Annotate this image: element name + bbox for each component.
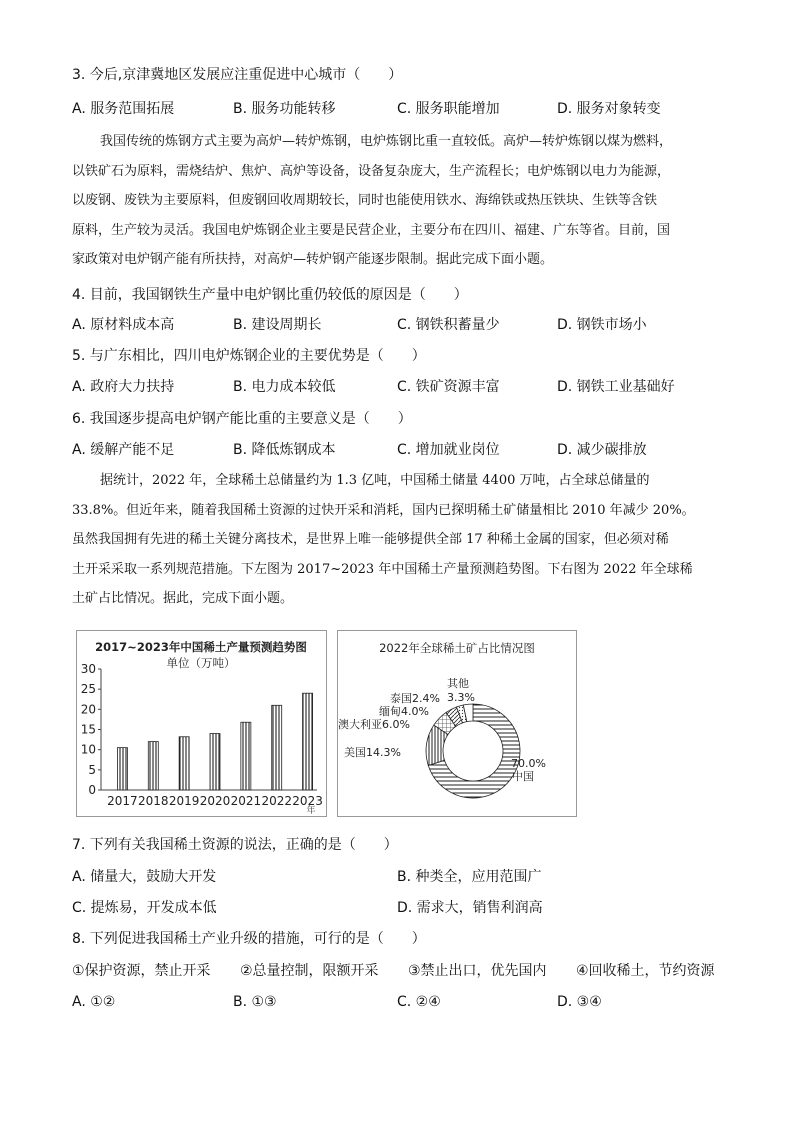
q5-option-d: D. 钢铁工业基础好 [557,379,675,395]
q7-option-a: A. 储量大，鼓励大开发 [72,869,217,885]
q8-item-4: ④回收稀土，节约资源 [576,963,715,979]
bar-chart-bar [210,734,220,790]
bar-chart-xlabel: 年 [306,806,316,816]
q4-option-c: C. 钢铁积蓄量少 [397,317,500,333]
bar-chart-bar [303,693,313,790]
bar-chart-x-tick-label: 2021 [230,794,262,808]
q3-option-b: B. 服务功能转移 [233,101,336,117]
pie-label-other: 3.3% [447,691,475,704]
passage-steel-line: 原料，生产较为灵活。我国电炉炼钢企业主要是民营企业，主要分布在四川、福建、广东等省。目前，国 [72,222,671,238]
bar-chart-figure [76,630,327,817]
bar-chart-y-tick-label: 30 [80,662,96,676]
q5-option-c: C. 铁矿资源丰富 [397,379,500,395]
donut-chart-figure [337,630,577,817]
donut-chart-slices [426,704,520,798]
q5-stem: 5. 与广东相比，四川电炉炼钢企业的主要优势是（ ） [72,348,426,364]
passage-rare-earth-line: 据统计，2022 年，全球稀土总储量约为 1.3 亿吨，中国稀土储量 4400 万吨，占全球总储量的 [100,473,650,488]
q4-option-a: A. 原材料成本高 [72,317,175,333]
bar-chart-y-tick-label: 20 [80,702,96,717]
passage-rare-earth-line: 土矿占比情况。据此，完成下面小题。 [72,591,294,606]
bar-chart-title: 2017~2023年中国稀土产量预测趋势图 [95,640,307,654]
bar-chart-x-tick-label: 2020 [199,794,231,808]
q8-option-c: C. ②④ [397,994,441,1010]
q8-stem: 8. 下列促进我国稀土产业升级的措施，可行的是（ ） [72,931,426,947]
passage-rare-earth-line: 虽然我国拥有先进的稀土关键分离技术，是世界上唯一能够提供全部 17 种稀土金属的国家，但必须对稀 [72,532,669,547]
q5-option-a: A. 政府大力扶持 [72,379,175,395]
q7-option-c: C. 提炼易，开发成本低 [72,900,217,916]
q4-stem: 4. 目前，我国钢铁生产量中电炉钢比重仍较低的原因是（ ） [72,287,468,303]
bar-chart-x-tick-label: 2018 [138,794,169,808]
q3-option-d: D. 服务对象转变 [557,101,661,117]
q8-option-a: A. ①② [72,994,116,1010]
pie-label-other-name: 其他 [447,677,469,690]
pie-label-china-name: 中国 [512,770,534,783]
bar-chart-y-tick-label: 10 [80,742,96,757]
bar-chart-x-tick-label: 2022 [261,794,292,808]
passage-steel [72,127,724,275]
q6-option-c: C. 增加就业岗位 [397,442,500,458]
passage-steel-line: 以铁矿石为原料，需烧结炉、焦炉、高炉等设备，设备复杂庞大，生产流程长；电炉炼钢以电力为能源， [72,163,671,179]
bar-chart-bar [148,742,158,790]
q8-option-b: B. ①③ [233,994,277,1010]
bar-chart-subtitle: 单位（万吨） [166,656,236,670]
bar-chart-bar [241,722,251,790]
passage-rare-earth [72,466,724,614]
q3-stem: 3. 今后,京津冀地区发展应注重促进中心城市（ ） [72,67,403,83]
bar-chart-y-tick-label: 0 [88,783,96,797]
bar-chart-bar [117,748,127,790]
bar-chart-y-tick-label: 5 [88,762,96,777]
q3-option-a: A. 服务范围拓展 [72,101,175,117]
pie-label-usa: 美国14.3% [344,746,401,759]
q6-stem: 6. 我国逐步提高电炉钢产能比重的主要意义是（ ） [72,411,412,427]
q4-option-b: B. 建设周期长 [233,317,322,333]
bar-chart-bar [179,737,189,790]
q8-item-3: ③禁止出口，优先国内 [408,963,547,979]
bar-chart-bars [117,693,312,790]
pie-label-china-pct: 70.0% [511,757,546,770]
q4-option-d: D. 钢铁市场小 [557,317,647,333]
q3-option-c: C. 服务职能增加 [397,101,500,117]
q8-item-2: ②总量控制，限额开采 [240,963,379,979]
q7-stem: 7. 下列有关我国稀土资源的说法，正确的是（ ） [72,837,398,853]
passage-steel-line: 家政策对电炉钢产能有所扶持，对高炉—转炉钢产能逐步限制。据此完成下面小题。 [72,252,554,267]
q6-option-d: D. 减少碳排放 [557,442,647,458]
pie-label-myanmar: 缅甸4.0% [379,705,429,718]
bar-chart [77,631,326,816]
q8-item-1: ①保护资源，禁止开采 [72,963,211,979]
bar-chart-x-tick-label: 2019 [168,794,200,808]
passage-rare-earth-line: 33.8%。但近年来，随着我国稀土资源的过快开采和消耗，国内已探明稀土矿储量相比 2010 年减少 20%。 [72,502,695,518]
q7-option-b: B. 种类全，应用范围广 [397,869,542,885]
bar-chart-x-tick-label: 2017 [107,794,138,808]
q6-option-a: A. 缓解产能不足 [72,442,175,458]
bar-chart-y-tick-label: 15 [80,722,96,737]
bar-chart-axes [101,669,317,790]
donut-chart [338,631,576,816]
q7-option-d: D. 需求大，销售利润高 [397,900,543,916]
pie-label-thailand: 泰国2.4% [390,692,440,705]
passage-steel-line: 以废钢、废铁为主要原料，但废钢回收周期较长，同时也能使用铁水、海绵铁或热压铁块、生铁等含铁 [72,193,658,208]
passage-rare-earth-line: 土开采采取一系列规范措施。下左图为 2017~2023 年中国稀土产量预测趋势图。下右图为 2022 年全球稀 [72,561,693,577]
q8-option-d: D. ③④ [557,994,602,1010]
bar-chart-bar [272,705,282,790]
bar-chart-x-tick-label: 2023 [292,794,323,808]
pie-label-australia: 澳大利亚6.0% [338,718,410,731]
q6-option-b: B. 降低炼钢成本 [233,442,336,458]
q5-option-b: B. 电力成本较低 [233,379,336,395]
passage-steel-line: 我国传统的炼钢方式主要为高炉—转炉炼钢，电炉炼钢比重一直较低。高炉—转炉炼钢以煤为燃料， [100,134,673,149]
bar-chart-y-tick-label: 25 [80,682,96,697]
donut-chart-title: 2022年全球稀土矿占比情况图 [379,641,535,655]
